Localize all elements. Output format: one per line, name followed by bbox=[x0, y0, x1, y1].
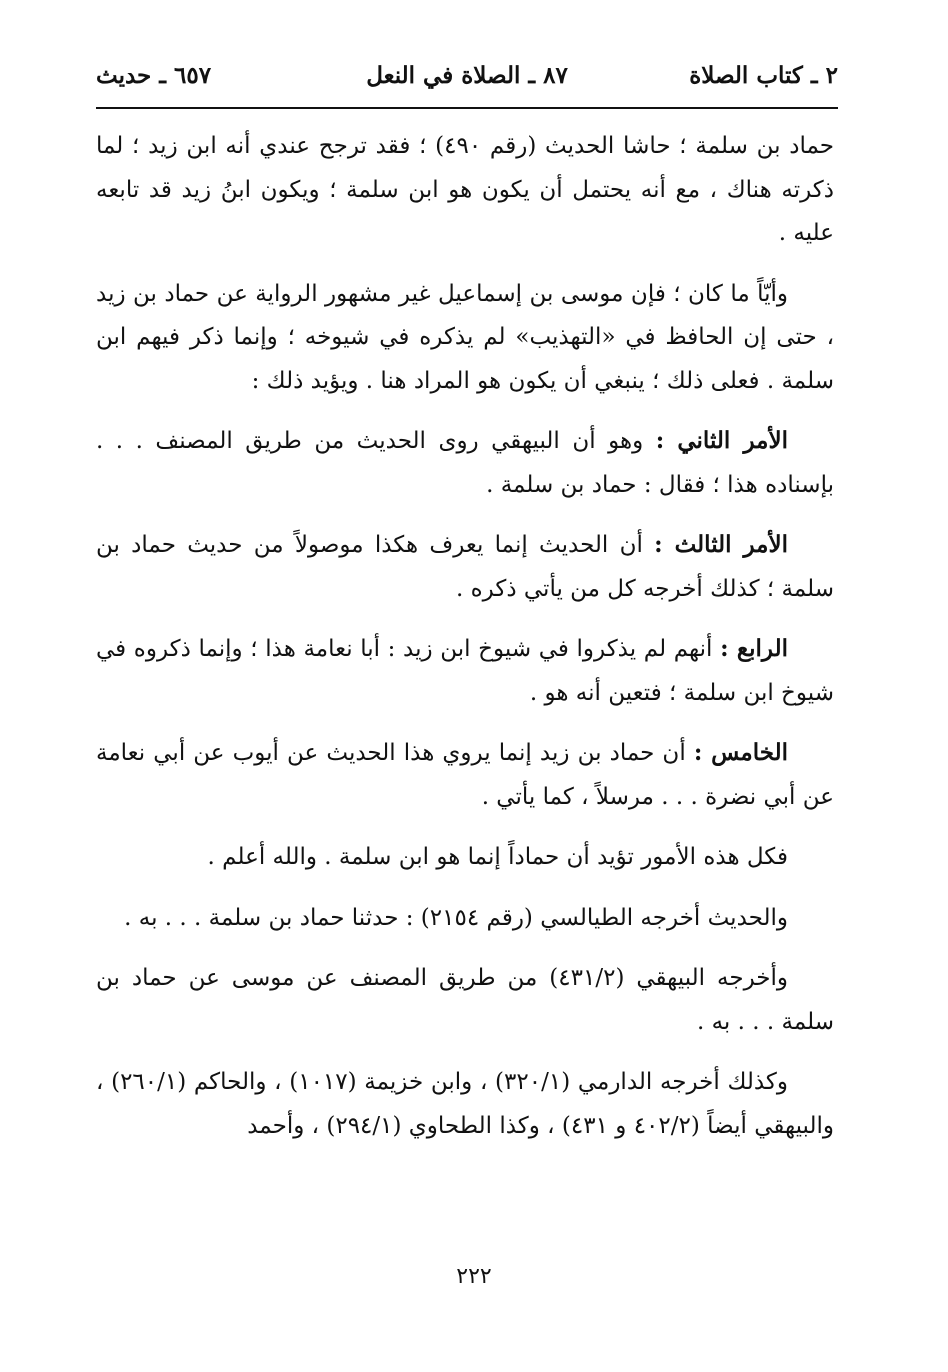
paragraph bbox=[96, 627, 834, 715]
header-chapter-title: ٨٧ ـ الصلاة في النعل bbox=[366, 62, 568, 89]
paragraph-lead: الأمر الثالث : bbox=[654, 531, 789, 558]
paragraph-lead: الرابع : bbox=[720, 635, 788, 662]
paragraph bbox=[96, 124, 834, 256]
paragraph-text: وهو أن البيهقي روى الحديث من طريق المصنف . . . بإسناده هذا ؛ فقال : حماد بن سلمة . bbox=[96, 428, 834, 498]
paragraph-text: وأيّاً ما كان ؛ فإن موسى بن إسماعيل غير مشهور الرواية عن حماد بن زيد ، حتى إن الحافظ في «التهذيب» لم يذكره في شيوخه ؛ وإنما ذكر فيهم ابن سلمة . فعلى ذلك ؛ ينبغي أن يكون هو المراد هنا . ويؤيد ذلك : bbox=[96, 280, 834, 394]
paragraph bbox=[96, 272, 834, 404]
paragraph bbox=[96, 956, 834, 1044]
header-book-title: ٢ ـ كتاب الصلاة bbox=[689, 62, 838, 89]
page-body bbox=[96, 124, 834, 1164]
paragraph bbox=[96, 896, 834, 941]
paragraph-text: أن الحديث إنما يعرف هكذا موصولاً من حديث حماد بن سلمة ؛ كذلك أخرجه كل من يأتي ذكره . bbox=[96, 532, 834, 602]
paragraph-text: أنهم لم يذكروا في شيوخ ابن زيد : أبا نعامة هذا ؛ وإنما ذكروه في شيوخ ابن سلمة ؛ فتعين أنه هو . bbox=[96, 636, 834, 706]
paragraph bbox=[96, 523, 834, 611]
running-header bbox=[96, 60, 838, 102]
paragraph-text: وكذلك أخرجه الدارمي (٣٢٠/١) ، وابن خزيمة (١٠١٧) ، والحاكم (٢٦٠/١) ، والبيهقي أيضاً (٤٠٢/٢ و ٤٣١) ، وكذا الطحاوي (٢٩٤/١) ، وأحمد bbox=[96, 1069, 834, 1139]
paragraph bbox=[96, 1060, 834, 1148]
paragraph bbox=[96, 731, 834, 819]
paragraph-text: والحديث أخرجه الطيالسي (رقم ٢١٥٤) : حدثنا حماد بن سلمة . . . به . bbox=[124, 904, 788, 931]
header-rule bbox=[96, 107, 838, 109]
paragraph-text: حماد بن سلمة ؛ حاشا الحديث (رقم ٤٩٠) ؛ فقد ترجح عندي أنه ابن زيد ؛ لما ذكرته هناك ، مع أنه يحتمل أن يكون هو ابن سلمة ؛ ويكون ابنُ زيد قد تابعه عليه . bbox=[96, 133, 834, 246]
paragraph-text: فكل هذه الأمور تؤيد أن حماداً إنما هو ابن سلمة . والله أعلم . bbox=[207, 844, 788, 870]
header-hadith-number: ٦٥٧ ـ حديث bbox=[96, 62, 212, 89]
page-number: ٢٢٢ bbox=[456, 1264, 492, 1289]
paragraph-text: أن حماد بن زيد إنما يروي هذا الحديث عن أيوب عن أبي نعامة عن أبي نضرة . . . مرسلاً ، كما يأتي . bbox=[96, 740, 834, 810]
paragraph-lead: الأمر الثاني : bbox=[655, 427, 788, 454]
paragraph bbox=[96, 835, 834, 880]
paragraph-lead: الخامس : bbox=[693, 739, 788, 766]
paragraph-text: وأخرجه البيهقي (٤٣١/٢) من طريق المصنف عن موسى عن حماد بن سلمة . . . به . bbox=[96, 965, 834, 1035]
paragraph bbox=[96, 419, 834, 507]
